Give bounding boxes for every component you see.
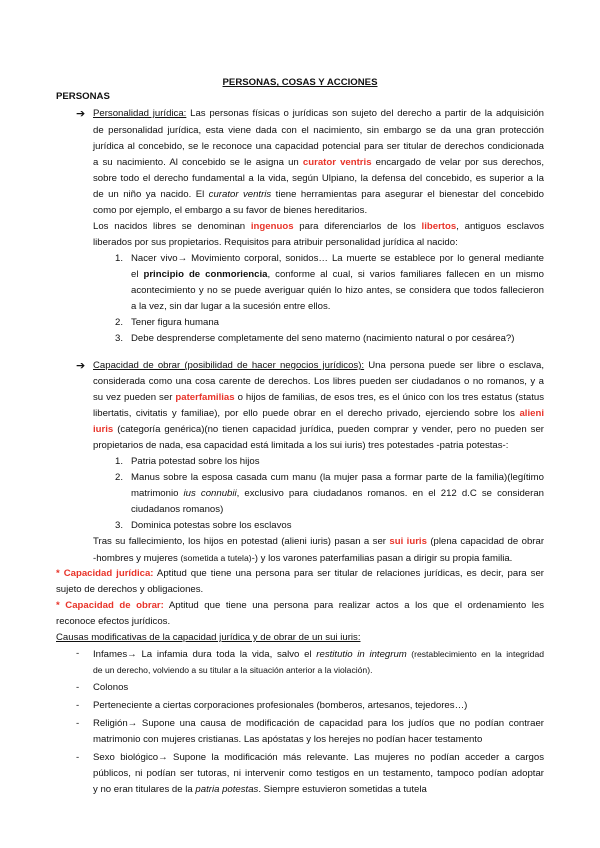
co-line-2: considerada como una cosa carente de derechos. Los libres pueden ser ciudadanos o no romanos, y a	[93, 376, 544, 387]
arrow-right-icon: ➔	[76, 360, 86, 372]
arrow-right-icon: ➔	[76, 108, 86, 120]
causa-sexo-line-3: y no eran titulares de la patria potestas. Siempre estuvieron sometidas a tutela	[93, 784, 427, 795]
causas-heading: Causas modificativas de la capacidad jurídica y de obrar de un sui iuris:	[56, 632, 361, 643]
pj-line-7: como por ejemplo, el embargo a su favor de bienes hereditarios.	[93, 205, 368, 216]
req-1-line-1: Nacer vivo→ Movimiento corporal, sonidos… La muerte se establece por lo general mediante	[131, 253, 544, 264]
def-capacidad-obrar-line-2: reconoce efectos jurídicos.	[56, 616, 171, 627]
causa-infames-line-1: Infames→ La infamia dura toda la vida, salvo el restitutio in integrum (restablecimiento en la integridad	[93, 649, 544, 660]
pj-line-8: Los nacidos libres se denominan ingenuos para diferenciarlos de los libertos, antiguos esclavos	[93, 221, 544, 232]
def-capacidad-obrar: * Capacidad de obrar: Aptitud que tiene una persona para realizar actos a los que el ordenamiento les	[56, 600, 544, 611]
req-1-number: 1.	[115, 253, 124, 264]
co-line-4: libertatis, civitatis y familiae), por ello puede obrar en el derecho privado, ejerciendo sobre los alieni	[93, 408, 544, 419]
causa-sexo-line-2: públicos, ni podían ser tutoras, ni intervenir como testigos en un testamento, tampoco podían adoptar	[93, 768, 544, 779]
req-1-line-4: a la vez, sin dar lugar a la sucesión entre ellos.	[131, 301, 331, 312]
co-tras-line-2: -hombres y mujeres (sometida a tutela)-) y los varones paterfamilias pasan a dirigir su propia familia.	[93, 553, 513, 564]
potestad-2-line-2: matrimonio ius connubii, exclusivo para ciudadanos romanos. en el 212 d.C se consideran	[131, 488, 545, 499]
causa-infames-line-2: de un derecho, volviendo a su titular a la situación anterior a la violación).	[93, 665, 373, 675]
pj-line-4: a su nacimiento. Al concebido se le asigna un curator ventris encargado de velar por sus derechos,	[93, 157, 544, 168]
causa-religion-line-2: matrimonio con mujeres cristianas. Las apóstatas y los herejes no podían hacer testamento	[93, 734, 483, 745]
req-2-number: 2.	[115, 317, 124, 328]
pj-line-2: de personalidad jurídica, esta viene dada con el nacimiento, sin embargo se da una gran protección	[93, 125, 544, 136]
causa-colonos: Colonos	[93, 682, 129, 693]
dash-bullet: -	[76, 700, 80, 711]
pj-line-3: jurídica al concebido, se le reconoce una capacidad potencial para ser titular de derechos condicionada	[93, 141, 544, 152]
def-capacidad-juridica: * Capacidad jurídica: Aptitud que tiene una persona para ser titular de relaciones jurídicas, es decir, para ser	[56, 568, 545, 579]
pj-line-6: de un niño ya nacido. El curator ventris tiene herramientas para asegurar el bienestar del concebido	[93, 189, 544, 200]
potestad-2-line-1: Manus sobre la esposa casada cum manu (la mujer pasa a formar parte de la familia)(legítimo	[131, 472, 544, 483]
causa-religion-line-1: Religión→ Supone una causa de modificación de capacidad para los judíos que no podían contraer	[93, 718, 544, 729]
causa-corporaciones: Perteneciente a ciertas corporaciones profesionales (bomberos, artesanos, tejedores…)	[93, 700, 468, 711]
pj-line-1: Personalidad jurídica: Las personas físicas o jurídicas son sujeto del derecho a partir de la adquisición	[93, 108, 545, 119]
req-1-line-3: acontecimiento y no se puede averiguar quién lo hizo antes, se considera que todos fallecieron	[131, 285, 544, 296]
potestad-3-number: 3.	[115, 520, 124, 531]
causa-sexo-line-1: Sexo biológico→ Supone la modificación más relevante. Las mujeres no podían acceder a cargos	[93, 752, 544, 763]
potestad-2-number: 2.	[115, 472, 124, 483]
potestad-2-line-3: ciudadanos romanos)	[131, 504, 224, 515]
potestad-1-text: Patria potestad sobre los hijos	[131, 456, 260, 467]
potestad-3-text: Dominica potestas sobre los esclavos	[131, 520, 292, 531]
pj-line-5: sobre todo el derecho fundamental a la vida, según Ulpiano, la defensa del concebido, es superior a la	[93, 173, 544, 184]
co-line-3: su vez pueden ser paterfamilias o hijos de familias, de esos tres, es el único con los tres estatus (status	[93, 392, 544, 403]
dash-bullet: -	[76, 682, 80, 693]
req-2-text: Tener figura humana	[131, 317, 219, 328]
def-capacidad-juridica-line-2: sujeto de derechos y obligaciones.	[56, 584, 204, 595]
req-3-number: 3.	[115, 333, 124, 344]
dash-bullet: -	[76, 718, 80, 729]
section-heading-personas: PERSONAS	[56, 91, 110, 102]
co-tras-line-1: Tras su fallecimiento, los hijos en potestad (alieni iuris) pasan a ser sui iuris (plena capacidad de obrar	[93, 536, 545, 547]
co-line-1: Capacidad de obrar (posibilidad de hacer negocios jurídicos): Una persona puede ser libre o esclava,	[93, 360, 544, 371]
page-title: PERSONAS, COSAS Y ACCIONES	[222, 77, 378, 88]
potestad-1-number: 1.	[115, 456, 124, 467]
req-1-line-2: el principio de conmoriencia, conforme al cual, si varios familiares fallecen en un mismo	[131, 269, 544, 280]
co-line-6: propietarios de nada, esa capacidad está limitada a los sui iuris) tres potestades -patria potestas-:	[93, 440, 509, 451]
dash-bullet: -	[76, 752, 80, 763]
req-3-text: Debe desprenderse completamente del seno materno (nacimiento natural o por cesárea?)	[131, 333, 515, 344]
dash-bullet: -	[76, 648, 80, 659]
co-line-5: iuris (categoría genérica)(no tienen capacidad jurídica, pueden comprar y vender, pero no pueden ser	[93, 424, 544, 435]
pj-line-9: liberados por sus propietarios. Requisitos para atribuir personalidad jurídica al nacido:	[93, 237, 458, 248]
